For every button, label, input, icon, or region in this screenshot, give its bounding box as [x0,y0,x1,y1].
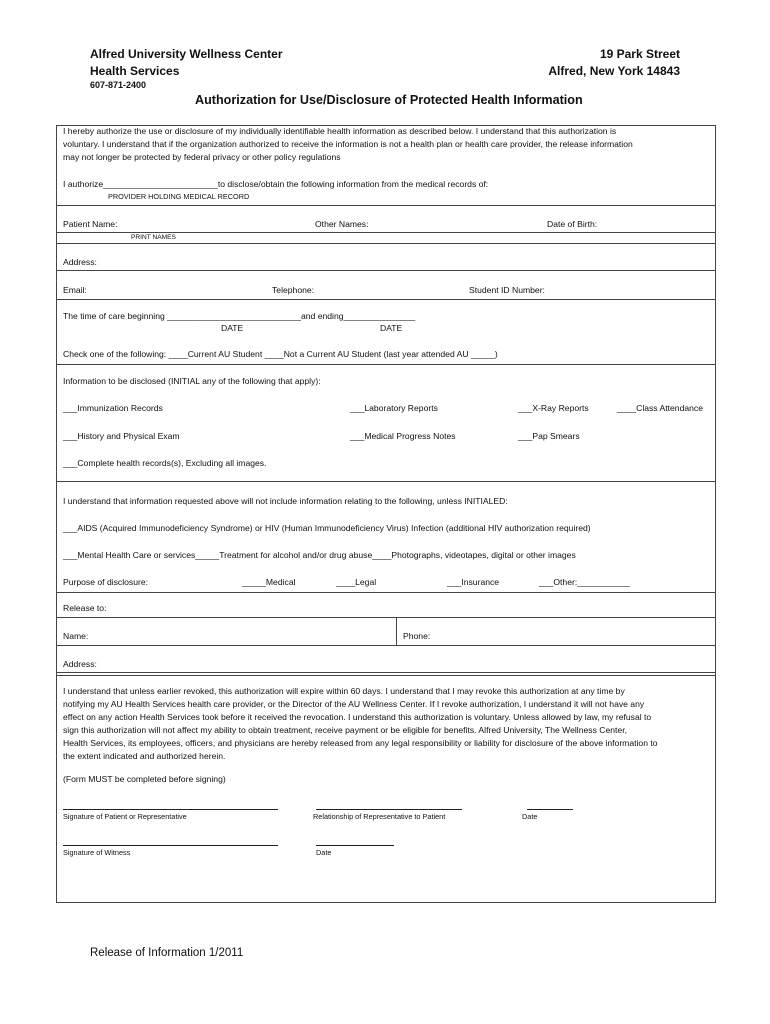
mental-health-options[interactable]: ___Mental Health Care or services_____Treatment for alcohol and/or drug abuse____Photographs, videotapes, digital or other images [63,550,576,560]
form-title: Authorization for Use/Disclosure of Protected Health Information [195,93,583,107]
divider [57,243,715,244]
history-option[interactable]: ___History and Physical Exam [63,431,180,441]
witness-date-line[interactable] [316,845,394,846]
other-names-label[interactable]: Other Names: [315,219,369,229]
student-id-label[interactable]: Student ID Number: [469,285,545,295]
intro-line-1: I hereby authorize the use or disclosure of my individually identifiable health information as described below. I understand that this authorization is [63,126,617,136]
telephone-label[interactable]: Telephone: [272,285,315,295]
terms-line-4: sign this authorization will not affect my ability to obtain treatment, receive payment or be eligible for benefits. Alfred University, The Wellness Center, [63,725,627,735]
column-divider [396,617,397,645]
org-name: Alfred University Wellness Center [90,47,283,61]
org-city: Alfred, New York 14843 [548,64,680,78]
exclusions-label: I understand that information requested above will not include information relating to the following, unless INITIALED: [63,496,508,506]
purpose-medical-option[interactable]: _____Medical [242,577,296,587]
intro-line-3: may not longer be protected by federal privacy or other policy regulations [63,152,341,162]
intro-line-2: voluntary. I understand that if the organization authorized to receive the information is not a health plan or health care provider, the release information [63,139,633,149]
divider [57,645,715,646]
relationship-line[interactable] [316,809,462,810]
patient-name-label[interactable]: Patient Name: [63,219,118,229]
purpose-insurance-option[interactable]: ___Insurance [447,577,500,587]
care-begin-date-caption: DATE [221,323,244,333]
pap-smears-option[interactable]: ___Pap Smears [518,431,580,441]
form-must-note: (Form MUST be completed before signing) [63,774,226,784]
terms-line-5: Health Services, its employees, officers, and physicians are hereby released from any legal responsibility or liability for disclosure of the above information to [63,738,658,748]
divider [57,205,715,206]
print-names-caption: PRINT NAMES [131,234,176,241]
email-label[interactable]: Email: [63,285,87,295]
form-box [56,125,716,903]
divider [57,270,715,271]
dept-name: Health Services [90,64,180,78]
witness-signature-line[interactable] [63,845,278,846]
date-caption: Date [522,812,538,821]
divider [57,232,715,233]
org-street: 19 Park Street [599,47,680,61]
divider [57,364,715,365]
release-address-label[interactable]: Address: [63,659,97,669]
care-period-text[interactable]: The time of care beginning ____________________________and ending_______________ [63,311,416,321]
xray-option[interactable]: ___X-Ray Reports [518,403,589,413]
release-to-label: Release to: [63,603,107,613]
divider [57,299,715,300]
complete-records-option[interactable]: ___Complete health records(s), Excluding all images. [63,458,267,468]
org-phone: 607-871-2400 [90,80,147,90]
footer-version: Release of Information 1/2011 [90,947,244,959]
provider-caption: PROVIDER HOLDING MEDICAL RECORD [108,192,250,201]
purpose-legal-option[interactable]: ____Legal [336,577,377,587]
laboratory-option[interactable]: ___Laboratory Reports [350,403,438,413]
terms-line-2: notifying my AU Health Services health care provider, or the Director of the AU Wellness Center. If I revoke authorization, I understand it will not have any [63,699,645,709]
divider [57,481,715,482]
dob-label[interactable]: Date of Birth: [547,219,598,229]
patient-signature-caption: Signature of Patient or Representative [63,812,187,821]
immunization-option[interactable]: ___Immunization Records [63,403,163,413]
student-status-text[interactable]: Check one of the following: ____Current AU Student ____Not a Current AU Student (last year attended AU _____) [63,349,498,359]
authorize-text[interactable]: I authorize________________________to disclose/obtain the following information from the medical records of: [63,179,489,189]
witness-date-caption: Date [316,848,332,857]
class-attendance-option[interactable]: ____Class Attendance [617,403,704,413]
purpose-other-option[interactable]: ___Other:___________ [539,577,630,587]
divider [57,675,715,676]
release-name-label[interactable]: Name: [63,631,89,641]
terms-line-1: I understand that unless earlier revoked, this authorization will expire within 60 days. I understand that I may revoke this authorization at any time by [63,686,625,696]
release-phone-label[interactable]: Phone: [403,631,431,641]
address-label[interactable]: Address: [63,257,97,267]
care-end-date-caption: DATE [380,323,403,333]
divider [57,592,715,593]
terms-line-6: the extent indicated and authorized herein. [63,751,226,761]
aids-hiv-option[interactable]: ___AIDS (Acquired Immunodeficiency Syndrome) or HIV (Human Immunodeficiency Virus) Infection (additional HIV authorization required) [63,523,591,533]
witness-signature-caption: Signature of Witness [63,848,131,857]
info-disclosed-label: Information to be disclosed (INITIAL any of the following that apply): [63,376,321,386]
patient-signature-line[interactable] [63,809,278,810]
relationship-caption: Relationship of Representative to Patient [313,812,446,821]
divider [57,672,715,673]
date-line[interactable] [527,809,573,810]
terms-line-3: effect on any action Health Services took before it received the revocation. I understand this authorization is voluntary. Unless allowed by law, my refusal to [63,712,652,722]
divider [57,617,715,618]
progress-notes-option[interactable]: ___Medical Progress Notes [350,431,456,441]
purpose-label: Purpose of disclosure: [63,577,149,587]
